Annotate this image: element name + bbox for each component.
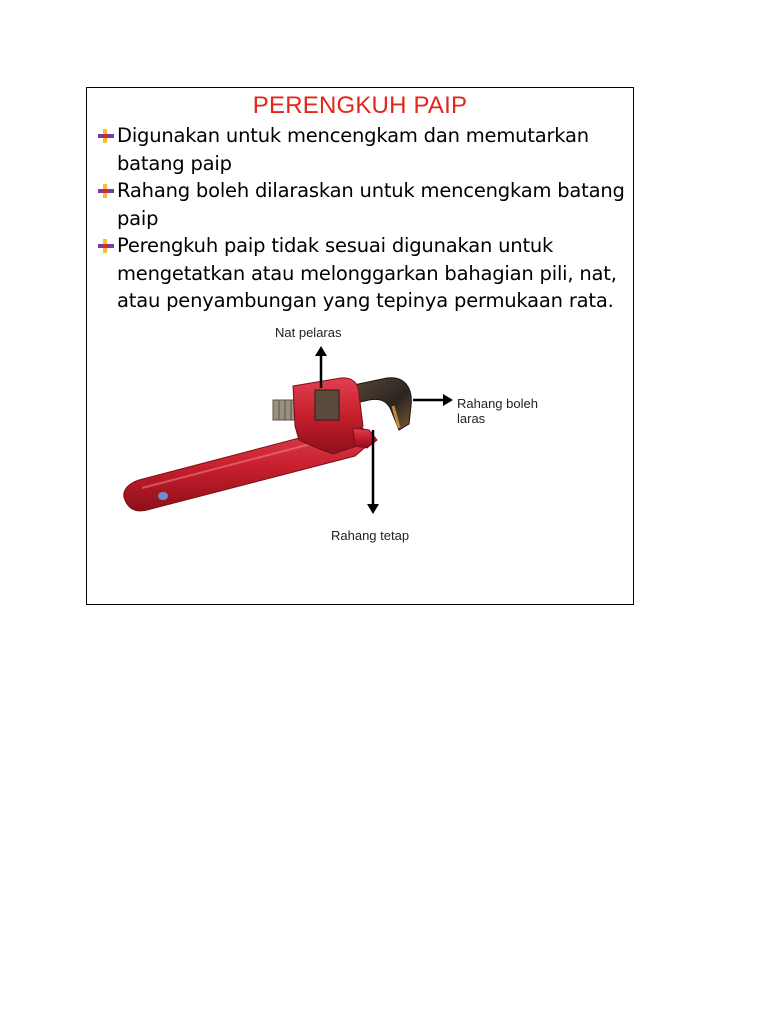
bullet-text: Perengkuh paip tidak sesuai digunakan untuk mengetatkan atau melonggarkan bahagian pili, nat, atau penyambungan yang tepinya permukaan rata. (117, 234, 617, 312)
bullet-text: Rahang boleh dilaraskan untuk mencengkam batang paip (117, 179, 625, 230)
slide-title: PERENGKUH PAIP (252, 92, 468, 119)
annotation-arrows (315, 346, 453, 514)
bullet-item (97, 232, 627, 315)
bullet-item (97, 122, 627, 177)
plus-bullet-icon (97, 128, 115, 144)
slide-frame (86, 87, 634, 605)
hook-jaw (349, 378, 411, 430)
label-rahang-boleh-laras: Rahang boleh laras (457, 396, 538, 426)
plus-bullet-icon (97, 183, 115, 199)
bullet-list (97, 122, 627, 315)
plus-bullet-icon (97, 238, 115, 254)
wrench-handle (124, 426, 369, 511)
label-rahang-tetap: Rahang tetap (331, 528, 410, 543)
wrench-housing (293, 378, 377, 454)
bullet-text: Digunakan untuk mencengkam dan memutarkan batang paip (117, 124, 589, 175)
label-nat-pelaras: Nat pelaras (275, 325, 342, 340)
threaded-bar (273, 400, 313, 420)
bullet-item (97, 177, 627, 232)
